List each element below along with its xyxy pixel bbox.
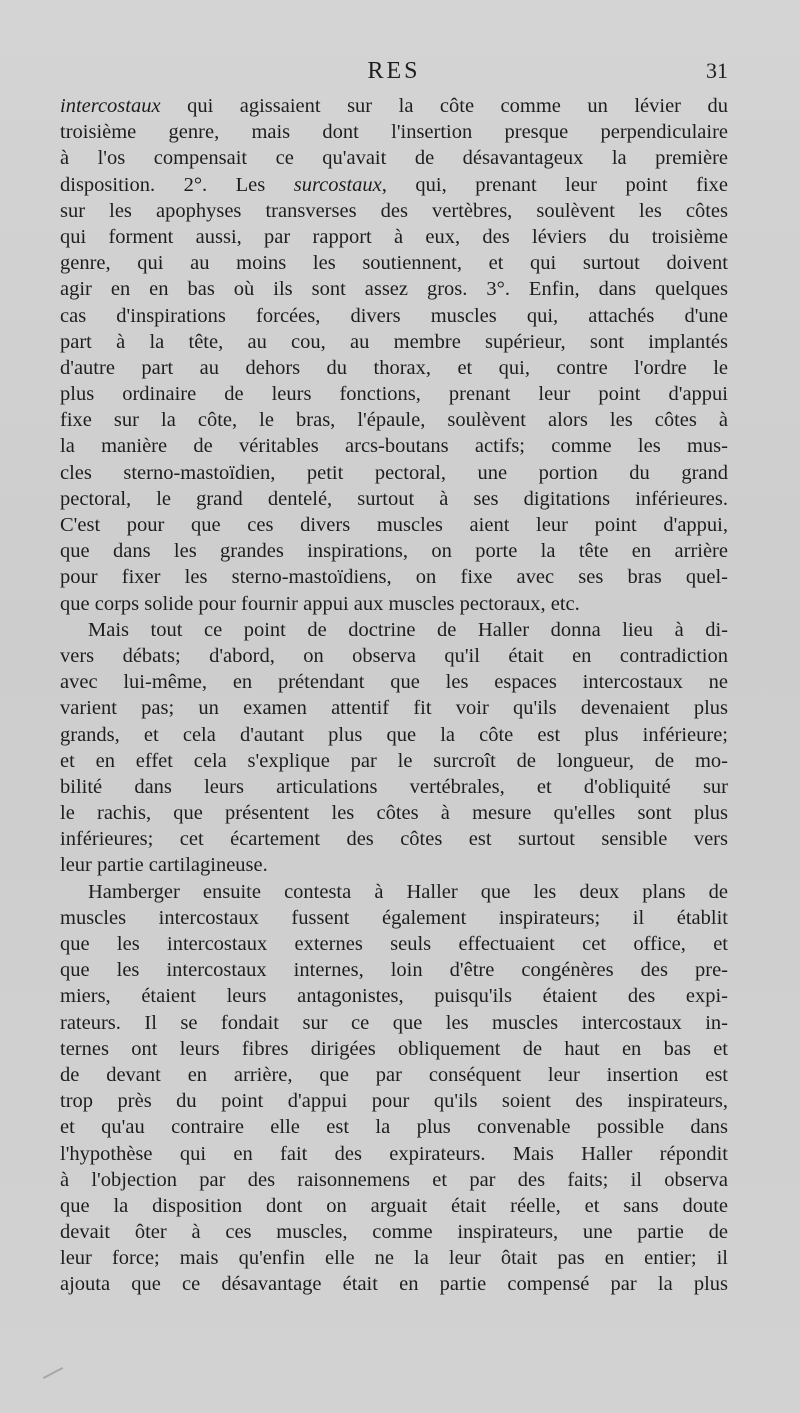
text-line: part à la tête, au cou, au membre supérieur, sont implantés [60, 330, 728, 353]
text-line: à l'os compensait ce qu'avait de désavantageux la première [60, 147, 728, 170]
text-line: leur force; mais qu'enfin elle ne la leur ôtait pas en entier; il [60, 1247, 728, 1270]
text-line: varient pas; un examen attentif fit voir qu'ils devenaient plus [60, 697, 728, 720]
text-line: qui forment aussi, par rapport à eux, des léviers du troisième [60, 225, 728, 248]
text-line: intercostaux qui agissaient sur la côte comme un lévier du [60, 95, 728, 117]
text-line: C'est pour que ces divers muscles aient leur point d'appui, [60, 514, 728, 536]
text-line: ternes ont leurs fibres dirigées obliquement de haut en bas et [60, 1037, 728, 1060]
running-head [60, 58, 728, 90]
text-line: le rachis, que présentent les côtes à mesure qu'elles sont plus [60, 802, 728, 825]
text-line: fixe sur la côte, le bras, l'épaule, soulèvent alors les côtes à [60, 409, 728, 432]
text-line: que les intercostaux externes seuls effectuaient cet office, et [60, 933, 728, 955]
text-line: et qu'au contraire elle est la plus convenable possible dans [60, 1116, 728, 1139]
text-line: miers, étaient leurs antagonistes, puisqu'ils étaient des expi- [60, 985, 728, 1008]
text-line: pectoral, le grand dentelé, surtout à ses digitations inférieures. [60, 487, 728, 510]
text-line: que dans les grandes inspirations, on porte la tête en arrière [60, 540, 728, 563]
text-line: devait ôter à ces muscles, comme inspirateurs, une partie de [60, 1221, 728, 1244]
paragraph-start-line: Mais tout ce point de doctrine de Haller donna lieu à di- [88, 618, 728, 641]
text-line: genre, qui au moins les soutiennent, et qui surtout doivent [60, 252, 728, 275]
text-line: à l'objection par des raisonnemens et par des faits; il observa [60, 1168, 728, 1191]
text-line: bilité dans leurs articulations vertébrales, et d'obliquité sur [60, 775, 728, 798]
text-line: agir en en bas où ils sont assez gros. 3°. Enfin, dans quelques [60, 278, 728, 301]
text-line: que la disposition dont on arguait était réelle, et sans doute [60, 1194, 728, 1217]
text-line: plus ordinaire de leurs fonctions, prenant leur point d'appui [60, 383, 728, 406]
text-line: de devant en arrière, que par conséquent leur insertion est [60, 1063, 728, 1086]
text-line: muscles intercostaux fussent également inspirateurs; il établit [60, 906, 728, 929]
running-head-title: RES [367, 58, 421, 84]
text-line: cas d'inspirations forcées, divers muscles qui, attachés d'une [60, 304, 728, 327]
text-line: l'hypothèse qui en fait des expirateurs. Mais Haller répondit [60, 1142, 728, 1165]
text-line: ajouta que ce désavantage était en partie compensé par la plus [60, 1273, 728, 1296]
text-line: d'autre part au dehors du thorax, et qui, contre l'ordre le [60, 356, 728, 379]
pencil-mark [43, 1367, 63, 1379]
text-line: trop près du point d'appui pour qu'ils soient des inspirateurs, [60, 1090, 728, 1113]
text-line: que les intercostaux internes, loin d'être congénères des pre- [60, 959, 728, 982]
text-line: rateurs. Il se fondait sur ce que les muscles intercostaux in- [60, 1011, 728, 1034]
page-number: 31 [706, 58, 728, 83]
text-line: avec lui-même, en prétendant que les espaces intercostaux ne [60, 671, 728, 694]
text-line: disposition. 2°. Les surcostaux, qui, prenant leur point fixe [60, 173, 728, 196]
paragraph-start-line: Hamberger ensuite contesta à Haller que les deux plans de [88, 880, 728, 903]
text-line: grands, et cela d'autant plus que la côte est plus inférieure; [60, 723, 728, 746]
text-line: pour fixer les sterno-mastoïdiens, on fixe avec ses bras quel- [60, 566, 728, 589]
text-line: troisième genre, mais dont l'insertion presque perpendiculaire [60, 121, 728, 144]
text-line: inférieures; cet écartement des côtes est surtout sensible vers [60, 828, 728, 851]
text-line: leur partie cartilagineuse. [60, 854, 268, 877]
text-line: sur les apophyses transverses des vertèbres, soulèvent les côtes [60, 199, 728, 222]
text-line: et en effet cela s'explique par le surcroît de longueur, de mo- [60, 749, 728, 772]
text-line: la manière de véritables arcs-boutans actifs; comme les mus- [60, 435, 728, 458]
body-text [60, 93, 728, 1298]
text-line: cles sterno-mastoïdien, petit pectoral, une portion du grand [60, 461, 728, 484]
text-line: que corps solide pour fournir appui aux muscles pectoraux, etc. [60, 592, 580, 615]
text-line: vers débats; d'abord, on observa qu'il était en contradiction [60, 644, 728, 667]
